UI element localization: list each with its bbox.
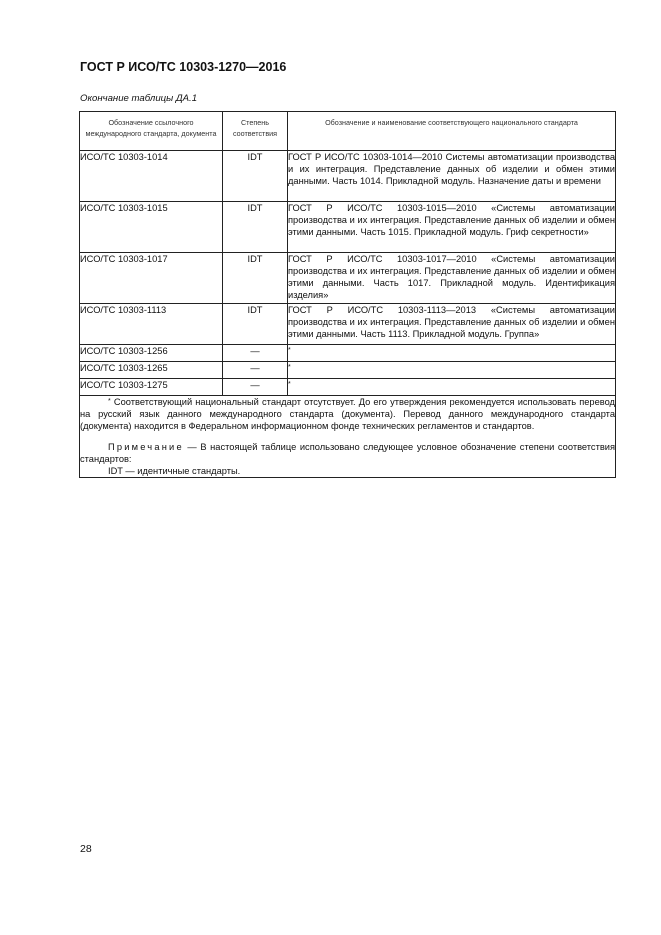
note	[80, 441, 615, 465]
table-row	[80, 345, 616, 362]
cell-degree: —	[223, 345, 288, 362]
cell-international-standard: ИСО/ТС 10303-1014	[80, 151, 223, 202]
footnote-marker: *	[288, 381, 291, 388]
header-degree: Степень соответствия	[223, 112, 288, 151]
page-number: 28	[80, 843, 92, 855]
header-international-standard: Обозначение ссылочного международного стандарта, документа	[80, 112, 223, 151]
table-notes	[80, 396, 616, 478]
table-row	[80, 362, 616, 379]
table-caption: Окончание таблицы ДА.1	[80, 93, 198, 104]
table-notes-row	[80, 396, 616, 478]
cell-degree: IDT	[223, 253, 288, 304]
cell-international-standard: ИСО/ТС 10303-1113	[80, 304, 223, 345]
table-header-row	[80, 112, 616, 151]
cell-degree: IDT	[223, 304, 288, 345]
cell-international-standard: ИСО/ТС 10303-1275	[80, 379, 223, 396]
table-row	[80, 379, 616, 396]
note-idt-definition: IDT — идентичные стандарты.	[108, 466, 241, 476]
cell-international-standard: ИСО/ТС 10303-1265	[80, 362, 223, 379]
cell-national-standard	[288, 362, 616, 379]
cell-national-standard: ГОСТ Р ИСО/ТС 10303-1017—2010 «Системы автоматизации производства и их интеграция. Представление данных об изделии и обмен этими данными. Часть 1017. Прикладной модуль. Идентификация изделия»	[288, 253, 616, 304]
cell-international-standard: ИСО/ТС 10303-1015	[80, 202, 223, 253]
cell-degree: —	[223, 362, 288, 379]
cell-national-standard	[288, 379, 616, 396]
table-row	[80, 202, 616, 253]
cell-international-standard: ИСО/ТС 10303-1017	[80, 253, 223, 304]
table-row	[80, 253, 616, 304]
footnote-mark: *	[108, 398, 111, 405]
footnote	[80, 396, 615, 432]
note-text: — В настоящей таблице использовано следующее условное обозначение степени соответствия стандартов:	[80, 442, 615, 464]
footnote-marker: *	[288, 347, 291, 354]
header-national-standard: Обозначение и наименование соответствующего национального стандарта	[288, 112, 616, 151]
cell-national-standard: ГОСТ Р ИСО/ТС 10303-1015—2010 «Системы автоматизации производства и их интеграция. Представление данных об изделии и обмен этими данными. Часть 1015. Прикладной модуль. Гриф секретности»	[288, 202, 616, 253]
cell-national-standard: ГОСТ Р ИСО/ТС 10303-1113—2013 «Системы автоматизации производства и их интеграция. Представление данных об изделии и обмен этими данными. Часть 1113. Прикладной модуль. Группа»	[288, 304, 616, 345]
document-code: ГОСТ Р ИСО/ТС 10303-1270—2016	[80, 60, 287, 74]
cell-degree: IDT	[223, 202, 288, 253]
cell-degree: IDT	[223, 151, 288, 202]
cell-degree: —	[223, 379, 288, 396]
footnote-text: Соответствующий национальный стандарт отсутствует. До его утверждения рекомендуется использовать перевод на русский язык данного международного стандарта (документа). Перевод данного международного стандарта (документа) находится в Федеральном информационном фонде технических регламентов и стандартов.	[80, 397, 615, 431]
standards-table	[79, 111, 616, 478]
cell-international-standard: ИСО/ТС 10303-1256	[80, 345, 223, 362]
cell-national-standard	[288, 345, 616, 362]
table-row	[80, 151, 616, 202]
footnote-marker: *	[288, 364, 291, 371]
cell-national-standard: ГОСТ Р ИСО/ТС 10303-1014—2010 Системы автоматизации производства и их интеграция. Представление данных об изделии и обмен этими данными. Часть 1014. Прикладной модуль. Назначение даты и времени	[288, 151, 616, 202]
table-row	[80, 304, 616, 345]
note-label: Примечание	[108, 442, 184, 452]
